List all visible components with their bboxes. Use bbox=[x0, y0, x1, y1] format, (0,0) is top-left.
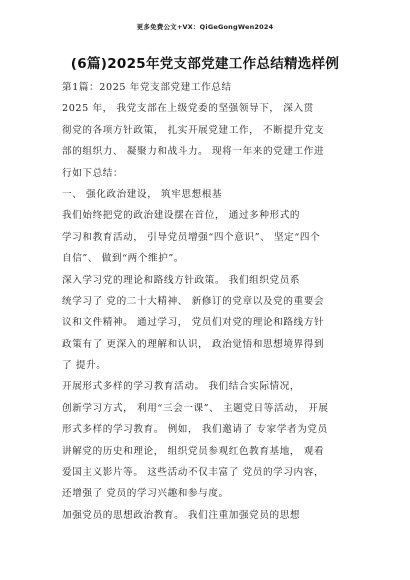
body-line: 讲解党的历史和理论， 组织党员参观红色教育基地， 观看 bbox=[62, 445, 325, 457]
body-line: 第1篇：2025 年党支部党建工作总结 bbox=[62, 82, 232, 93]
document-title: (6篇)2025年党支部党建工作总结精选样例 bbox=[70, 56, 340, 72]
body-line: 加强党员的思想政治教育。 我们注重加强党员的思想 bbox=[62, 509, 301, 521]
body-line: 自信”、 做到“两个维护”。 bbox=[62, 253, 185, 265]
body-line: 彻党的各项方针政策， 扎实开展党建工作， 不断提升党支 bbox=[62, 124, 325, 136]
body-line: 开展形式多样的学习教育活动。 我们结合实际情况， bbox=[62, 381, 301, 393]
body-line: 行如下总结： bbox=[62, 167, 124, 179]
body-line: 部的组织力、 凝聚力和战斗力。 现将一年来的党建工作进 bbox=[62, 146, 325, 158]
body-line: 还增强了 党员的学习兴趣和参与度。 bbox=[62, 488, 229, 500]
body-line: 学习和教育活动， 引导党员增强“四个意识”、 坚定“四个 bbox=[62, 231, 321, 243]
body-line: 创新学习方式， 利用“三会一课”、 主题党日等活动， 开展 bbox=[62, 402, 329, 414]
body-line: 形式多样的学习教育。 例如， 我们邀请了 专家学者为党员 bbox=[62, 424, 328, 436]
body-line: 深入学习党的理论和路线方针政策。 我们组织党员系 bbox=[62, 274, 301, 286]
document-body bbox=[62, 77, 354, 526]
body-line: 统学习了 党的二十大精神、 新修订的党章以及党的重要会 bbox=[62, 295, 325, 307]
body-line: 我们始终把党的政治建设摆在首位， 通过多种形式的 bbox=[62, 210, 301, 222]
body-line: 2025 年， 我党支部在上级党委的坚强领导下， 深入贯 bbox=[62, 103, 314, 115]
header-note: 更多免费公文+VX：QiGeGongWen2024 bbox=[136, 23, 274, 31]
body-line: 爱国主义影片等。 这些活动不仅丰富了 党员的学习内容， bbox=[62, 467, 325, 479]
body-line: 一、 强化政治建设， 筑牢思想根基 bbox=[62, 188, 223, 200]
body-line: 政策有了 更深入的理解和认识， 政治觉悟和思想境界得到 bbox=[62, 338, 325, 350]
body-line: 议和文件精神。 通过学习， 党员们对党的理论和路线方针 bbox=[62, 317, 325, 329]
body-line: 了 提升。 bbox=[62, 360, 107, 372]
